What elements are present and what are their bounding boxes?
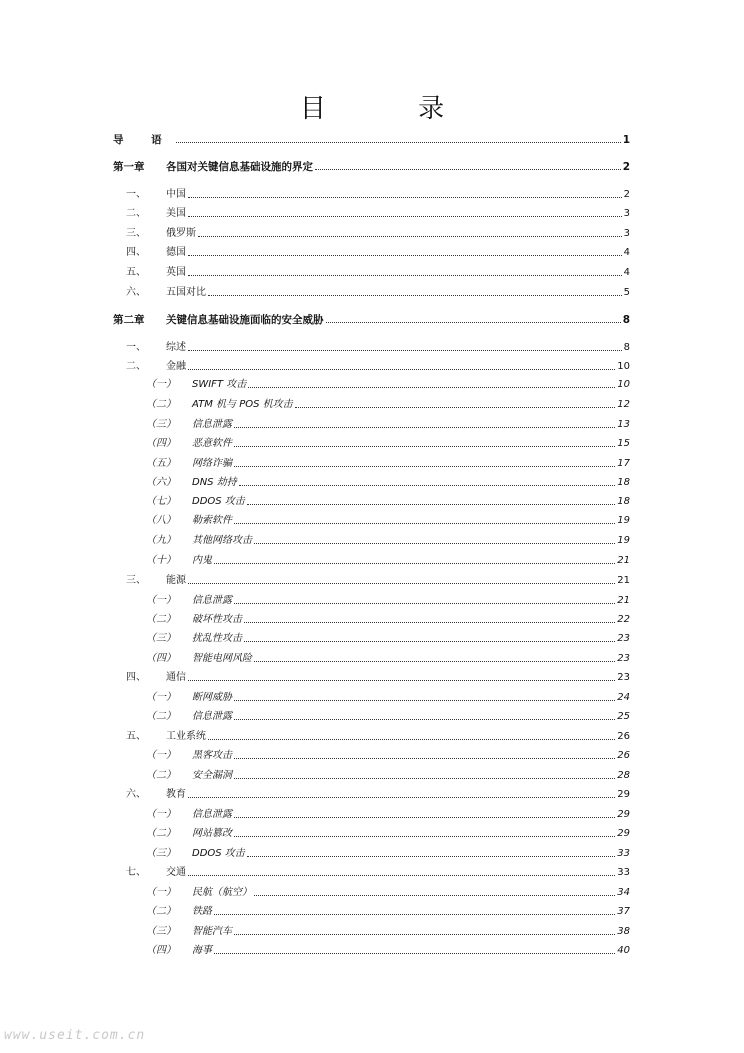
toc-entry[interactable] <box>146 886 630 900</box>
toc-entry[interactable] <box>146 944 630 958</box>
toc-entry[interactable] <box>146 378 630 392</box>
toc-entry-number: （二） <box>146 614 176 625</box>
toc-entry-number: （二） <box>146 770 176 781</box>
dot-leader <box>188 341 622 351</box>
dot-leader <box>234 594 615 604</box>
toc-entry[interactable] <box>146 554 630 568</box>
dot-leader <box>198 227 622 237</box>
dot-leader <box>214 554 615 564</box>
toc-entry-title: DNS 劫持 <box>192 477 237 488</box>
toc-entry-title: 美国 <box>166 208 186 219</box>
toc-entry-page: 1 <box>622 134 630 146</box>
toc-entry-number: （二） <box>146 906 176 917</box>
toc-entry-title: 扰乱性攻击 <box>192 633 242 644</box>
page-title: 目 录 <box>299 94 487 124</box>
toc-entry-number: （四） <box>146 653 176 664</box>
toc-entry-number: （六） <box>146 477 176 488</box>
toc-entry-title: 交通 <box>166 867 186 878</box>
toc-entry-page: 23 <box>617 672 630 683</box>
dot-leader <box>234 808 615 818</box>
toc-entry[interactable] <box>126 286 630 300</box>
dot-leader <box>188 866 615 876</box>
toc-entry[interactable] <box>146 827 630 841</box>
toc-entry[interactable] <box>146 632 630 646</box>
toc-entry[interactable] <box>146 691 630 705</box>
toc-entry-number: 三、 <box>126 228 146 239</box>
toc-entry-title: 能源 <box>166 575 186 586</box>
toc-entry-title: ATM 机与 POS 机攻击 <box>192 399 293 410</box>
dot-leader <box>188 788 615 798</box>
toc-entry-number: 五、 <box>126 267 146 278</box>
toc-entry-number: （一） <box>146 809 176 820</box>
dot-leader <box>244 632 615 642</box>
toc-entry-page: 12 <box>617 399 630 410</box>
toc-entry-title: 信息泄露 <box>192 711 232 722</box>
toc-entry-title: DDOS 攻击 <box>192 496 245 507</box>
toc-entry-title: 民航（航空） <box>192 887 252 898</box>
toc-entry-title: 勒索软件 <box>192 515 232 526</box>
toc-entry-page: 37 <box>617 906 630 917</box>
toc-entry-title: 网站篡改 <box>192 828 232 839</box>
toc-entry-page: 5 <box>623 287 630 298</box>
toc-entry-page: 4 <box>623 247 630 258</box>
toc-entry-page: 40 <box>617 945 630 956</box>
toc-entry-title: SWIFT 攻击 <box>192 379 247 390</box>
dot-leader <box>188 207 622 217</box>
toc-entry-page: 18 <box>617 477 630 488</box>
toc-entry[interactable] <box>126 866 630 880</box>
toc-entry-number: （九） <box>146 535 176 546</box>
toc-entry-title: 俄罗斯 <box>166 228 196 239</box>
toc-entry-number: 第二章 <box>113 314 145 326</box>
toc-entry-page: 2 <box>623 189 630 200</box>
toc-entry-number: 第一章 <box>113 161 145 173</box>
dot-leader <box>234 749 615 759</box>
dot-leader <box>234 769 615 779</box>
toc-entry[interactable] <box>146 613 630 627</box>
toc-entry-number: （一） <box>146 692 176 703</box>
toc-entry-title: 信息泄露 <box>192 809 232 820</box>
toc-entry-number: （五） <box>146 458 176 469</box>
toc-entry[interactable] <box>146 476 630 490</box>
dot-leader <box>295 398 616 408</box>
toc-entry-title: 工业系统 <box>166 731 206 742</box>
toc-entry-page: 21 <box>617 595 630 606</box>
toc-entry-page: 38 <box>617 926 630 937</box>
toc-entry-page: 23 <box>617 653 630 664</box>
toc-entry-page: 10 <box>617 379 630 390</box>
toc-entry-title: 关键信息基础设施面临的安全威胁 <box>166 314 324 326</box>
dot-leader <box>188 574 615 584</box>
toc-entry-title: 各国对关键信息基础设施的界定 <box>166 161 313 173</box>
toc-entry-number: 一、 <box>126 189 146 200</box>
toc-entry-page: 26 <box>617 750 630 761</box>
toc-entry-title: 其他网络攻击 <box>192 535 252 546</box>
dot-leader <box>214 905 615 915</box>
toc-entry-number: （七） <box>146 496 176 507</box>
toc-entry[interactable] <box>146 925 630 939</box>
toc-entry-number: （四） <box>146 438 176 449</box>
dot-leader <box>254 886 615 896</box>
toc-entry[interactable] <box>126 188 630 202</box>
dot-leader <box>234 514 615 524</box>
toc-entry[interactable] <box>146 905 630 919</box>
dot-leader <box>176 133 621 143</box>
toc-entry-title: 黑客攻击 <box>192 750 232 761</box>
toc-entry-title: 信息泄露 <box>192 419 232 430</box>
toc-entry-page: 3 <box>623 208 630 219</box>
toc-entry-title: 综述 <box>166 342 186 353</box>
toc-entry-page: 8 <box>622 314 630 326</box>
toc-entry-title: 破坏性攻击 <box>192 614 242 625</box>
toc-entry[interactable] <box>146 534 630 548</box>
toc-entry-number: 一、 <box>126 342 146 353</box>
dot-leader <box>244 613 615 623</box>
toc-entry-number: （四） <box>146 945 176 956</box>
toc-entry[interactable] <box>126 671 630 685</box>
toc-entry[interactable] <box>126 207 630 221</box>
toc-entry[interactable] <box>126 788 630 802</box>
dot-leader <box>208 730 615 740</box>
dot-leader <box>234 437 615 447</box>
toc-entry-number: （三） <box>146 926 176 937</box>
dot-leader <box>214 944 615 954</box>
toc-entry[interactable] <box>146 457 630 471</box>
toc-entry-page: 24 <box>617 692 630 703</box>
toc-entry-title: 德国 <box>166 247 186 258</box>
dot-leader <box>234 827 615 837</box>
toc-entry-number: （一） <box>146 595 176 606</box>
toc-entry-number: （一） <box>146 887 176 898</box>
watermark: www.useit.com.cn <box>4 1028 146 1043</box>
toc-entry-page: 18 <box>617 496 630 507</box>
toc-entry-number: 导 语 <box>113 134 174 146</box>
toc-entry-page: 3 <box>623 228 630 239</box>
dot-leader <box>254 534 615 544</box>
toc-entry-number: （十） <box>146 555 176 566</box>
toc-entry[interactable] <box>113 313 630 327</box>
toc-entry[interactable] <box>126 574 630 588</box>
toc-entry-number: （一） <box>146 750 176 761</box>
toc-entry[interactable] <box>113 160 630 174</box>
toc-entry[interactable] <box>126 266 630 280</box>
toc-entry-title: 金融 <box>166 361 186 372</box>
toc-entry-page: 29 <box>617 809 630 820</box>
toc-entry-page: 33 <box>617 867 630 878</box>
toc-entry[interactable] <box>126 246 630 260</box>
toc-entry[interactable] <box>146 495 630 509</box>
toc-entry-number: 六、 <box>126 789 146 800</box>
toc-entry-title: 铁路 <box>192 906 212 917</box>
toc-entry-title: 智能汽车 <box>192 926 232 937</box>
toc-entry[interactable] <box>146 847 630 861</box>
toc-entry[interactable] <box>146 437 630 451</box>
dot-leader <box>326 313 621 323</box>
toc-entry-number: （二） <box>146 828 176 839</box>
toc-entry-title: 五国对比 <box>166 287 206 298</box>
dot-leader <box>254 652 615 662</box>
dot-leader <box>208 286 622 296</box>
toc-entry-page: 19 <box>617 515 630 526</box>
toc-entry[interactable] <box>146 808 630 822</box>
dot-leader <box>188 246 622 256</box>
toc-entry[interactable] <box>146 769 630 783</box>
toc-entry-page: 26 <box>617 731 630 742</box>
toc-entry[interactable] <box>146 710 630 724</box>
toc-entry-page: 13 <box>617 419 630 430</box>
toc-entry-number: （三） <box>146 848 176 859</box>
dot-leader <box>234 925 615 935</box>
toc-entry-title: 智能电网风险 <box>192 653 252 664</box>
toc-entry-title: 断网威胁 <box>192 692 232 703</box>
dot-leader <box>234 710 615 720</box>
toc-entry[interactable] <box>146 514 630 528</box>
toc-entry-page: 17 <box>617 458 630 469</box>
toc-entry[interactable] <box>126 227 630 241</box>
toc-entry-number: 四、 <box>126 672 146 683</box>
dot-leader <box>234 457 615 467</box>
dot-leader <box>234 418 615 428</box>
toc-entry-page: 4 <box>623 267 630 278</box>
toc-entry-page: 23 <box>617 633 630 644</box>
dot-leader <box>188 671 615 681</box>
toc-entry-title: 海事 <box>192 945 212 956</box>
dot-leader <box>247 847 615 857</box>
toc-entry-number: （三） <box>146 633 176 644</box>
toc-entry-number: （二） <box>146 399 176 410</box>
toc-entry-number: （二） <box>146 711 176 722</box>
toc-entry-title: 英国 <box>166 267 186 278</box>
toc-entry-page: 10 <box>617 361 630 372</box>
toc-entry-title: 中国 <box>166 189 186 200</box>
toc-entry-page: 33 <box>617 848 630 859</box>
dot-leader <box>234 691 615 701</box>
toc-entry-number: 七、 <box>126 867 146 878</box>
toc-entry[interactable] <box>126 341 630 355</box>
dot-leader <box>188 266 622 276</box>
toc-entry-number: 二、 <box>126 361 146 372</box>
toc-entry-number: 二、 <box>126 208 146 219</box>
toc-entry-page: 22 <box>617 614 630 625</box>
dot-leader <box>247 495 615 505</box>
toc-entry-title: 内鬼 <box>192 555 212 566</box>
toc-entry-page: 19 <box>617 535 630 546</box>
toc-entry-number: （八） <box>146 515 176 526</box>
toc-entry-page: 15 <box>617 438 630 449</box>
toc-entry[interactable] <box>146 594 630 608</box>
toc-entry-title: DDOS 攻击 <box>192 848 245 859</box>
toc-entry[interactable] <box>146 652 630 666</box>
toc-entry-title: 教育 <box>166 789 186 800</box>
toc-entry-number: 四、 <box>126 247 146 258</box>
toc-entry-page: 28 <box>617 770 630 781</box>
toc-entry-page: 8 <box>623 342 630 353</box>
toc-entry-page: 29 <box>617 828 630 839</box>
toc-entry-page: 29 <box>617 789 630 800</box>
dot-leader <box>315 160 621 170</box>
toc-entry-page: 25 <box>617 711 630 722</box>
toc-entry-title: 安全漏洞 <box>192 770 232 781</box>
dot-leader <box>239 476 616 486</box>
toc-entry[interactable] <box>126 360 630 374</box>
toc-entry[interactable] <box>126 730 630 744</box>
dot-leader <box>188 360 615 370</box>
toc-entry-title: 信息泄露 <box>192 595 232 606</box>
toc-entry-number: （一） <box>146 379 176 390</box>
toc-entry[interactable] <box>113 133 630 147</box>
toc-entry-number: （三） <box>146 419 176 430</box>
toc-entry-title: 通信 <box>166 672 186 683</box>
dot-leader <box>188 188 622 198</box>
toc-entry-page: 34 <box>617 887 630 898</box>
toc-entry[interactable] <box>146 398 630 412</box>
toc-entry-page: 21 <box>617 575 630 586</box>
toc-entry-number: 五、 <box>126 731 146 742</box>
toc-entry-page: 2 <box>622 161 630 173</box>
toc-entry-number: 三、 <box>126 575 146 586</box>
toc-entry-page: 21 <box>617 555 630 566</box>
dot-leader <box>248 378 615 388</box>
toc-entry[interactable] <box>146 749 630 763</box>
toc-entry-title: 恶意软件 <box>192 438 232 449</box>
toc-entry[interactable] <box>146 418 630 432</box>
toc-entry-title: 网络诈骗 <box>192 458 232 469</box>
toc-entry-number: 六、 <box>126 287 146 298</box>
